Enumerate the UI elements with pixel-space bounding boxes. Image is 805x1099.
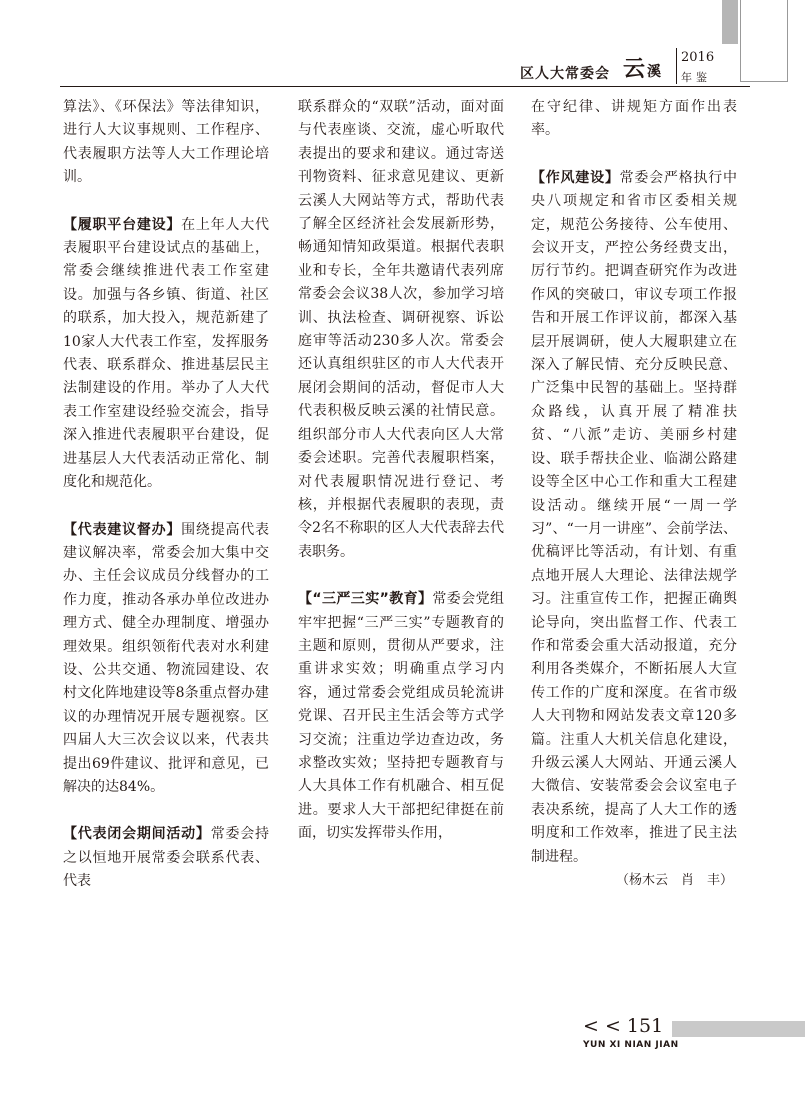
yearbook-logo: [623, 52, 661, 83]
header-year: 2016: [681, 50, 715, 65]
section-heading: 【“三严三实”教育】: [298, 591, 433, 608]
paragraph: [531, 167, 737, 869]
header-divider: [676, 48, 677, 84]
paragraph-text: 算法》、《环保法》等法律知识，进行人大议事规则、工作程序、代表履职方法等人大工作理论培训。: [63, 99, 269, 186]
section-heading: 【履职平台建设】: [63, 216, 182, 233]
header-yearbook: 年鉴: [681, 71, 711, 84]
section-heading: 【代表建议督办】: [63, 521, 182, 538]
section-title: 区人大常委会: [520, 66, 610, 82]
footer-subtitle: YUN XI NIAN JIAN: [583, 1040, 679, 1050]
paragraph-text: 常委会党组牢牢把握“三严三实”专题教育的主题和原则，贯彻从严要求，注重讲求实效；明确重点学习内容，通过常委会党组成员轮流讲党课、召开民主生活会等方式学习交流；注重边学边查边改，务求整改实效；坚持把专题教育与人大具体工作有机融合、相互促进。要求人大干部把纪律挺在前面，切实发挥带头作用，: [298, 591, 505, 842]
paragraph: [531, 96, 737, 143]
logo-main-char: 云: [623, 56, 646, 82]
paragraph: [63, 214, 269, 495]
paragraph: [63, 823, 269, 893]
paragraph-text: 联系群众的“双联”活动，面对面与代表座谈、交流，虚心听取代表提出的要求和建议。通过寄送刊物资料、征求意见建议、更新云溪人大网站等方式，帮助代表了解全区经济社会发展新形势，畅通知情知政渠道。根据代表职业和专长，全年共邀请代表列席常委会会议38人次，参加学习培训、执法检查、调研视察、诉讼庭审等活动230多人次。常委会还认真组织驻区的市人大代表开展闭会期间的活动，督促市人大代表积极反映云溪的社情民意。组织部分市人大代表向区人大常委会述职。完善代表履职档案，对代表履职情况进行登记、考核，并根据代表履职的表现，责令2名不称职的区人大代表辞去代表职务。: [298, 99, 504, 560]
logo-small-char: 溪: [647, 64, 662, 80]
text-column-2: [298, 96, 504, 846]
section-heading: 【代表闭会期间活动】: [63, 826, 211, 843]
paragraph-text: 常委会持之以恒地开展常委会联系代表、代表: [63, 826, 270, 890]
page-number: < < 151: [583, 1015, 664, 1037]
paragraph: [63, 96, 269, 190]
text-column-3: [531, 96, 737, 892]
paragraph-text: 在守纪律、讲规矩方面作出表率。: [531, 99, 737, 139]
paragraph: [298, 588, 504, 845]
corner-box: [740, 0, 788, 82]
text-column-1: [63, 96, 269, 894]
page-header: [0, 0, 805, 88]
section-heading: 【作风建设】: [531, 169, 620, 186]
header-rule: [60, 86, 750, 87]
paragraph: [63, 519, 269, 800]
author-signature: （杨木云 肖 丰）: [615, 873, 733, 888]
paragraph: [298, 96, 504, 564]
paragraph-text: 在上年人大代表履职平台建设试点的基础上，常委会继续推进代表工作室建设。加强与各乡镇、街道、社区的联系，加大投入，规范新建了10家人大代表工作室，发挥服务代表、联系群众、推进基层民主法制建设的作用。举办了人大代表工作室建设经验交流会，指导深入推进代表履职平台建设，促进基层人大代表活动正常化、制度化和规范化。: [63, 216, 270, 491]
footer-bar: [672, 1021, 805, 1037]
paragraph-text: 围绕提高代表建议解决率，常委会加大集中交办、主任会议成员分线督办的工作力度，推动各承办单位改进办理方式、健全办理制度、增强办理效果。组织领衔代表对水利建设、公共交通、物流园建设、农村文化阵地建设等8条重点督办建议的办理情况开展专题视察。区四届人大三次会议以来，代表共提出69件建议、批评和意见，已解决的达84%。: [63, 521, 270, 795]
paragraph-text: 常委会严格执行中央八项规定和省市区委相关规定，规范公务接待、公车使用、会议开支，严控公务经费支出，厉行节约。把调查研究作为改进作风的突破口，审议专项工作报告和开展工作评议前，都深入基层开展调研，使人大履职建立在深入了解民情、充分反映民意、广泛集中民智的基础上。坚持群众路线，认真开展了精准扶贫、“八派”走访、美丽乡村建设、联手帮扶企业、临湖公路建设等全区中心工作和重大工程建设活动。继续开展“一周一学习”、“一月一讲座”、会前学法、优稿评比等活动，有计划、有重点地开展人大理论、法律法规学习。注重宣传工作，把握正确舆论导向，突出监督工作、代表工作和常委会重大活动报道，充分利用各类媒介，不断拓展人大宣传工作的广度和深度。在省市级人大刊物和网站发表文章120多篇。注重人大机关信息化建设，升级云溪人大网站、开通云溪人大微信、安装常委会会议室电子表决系统，提高了人大工作的透明度和工作效率，推进了民主法制进程。: [531, 169, 738, 865]
corner-bar: [722, 0, 738, 44]
